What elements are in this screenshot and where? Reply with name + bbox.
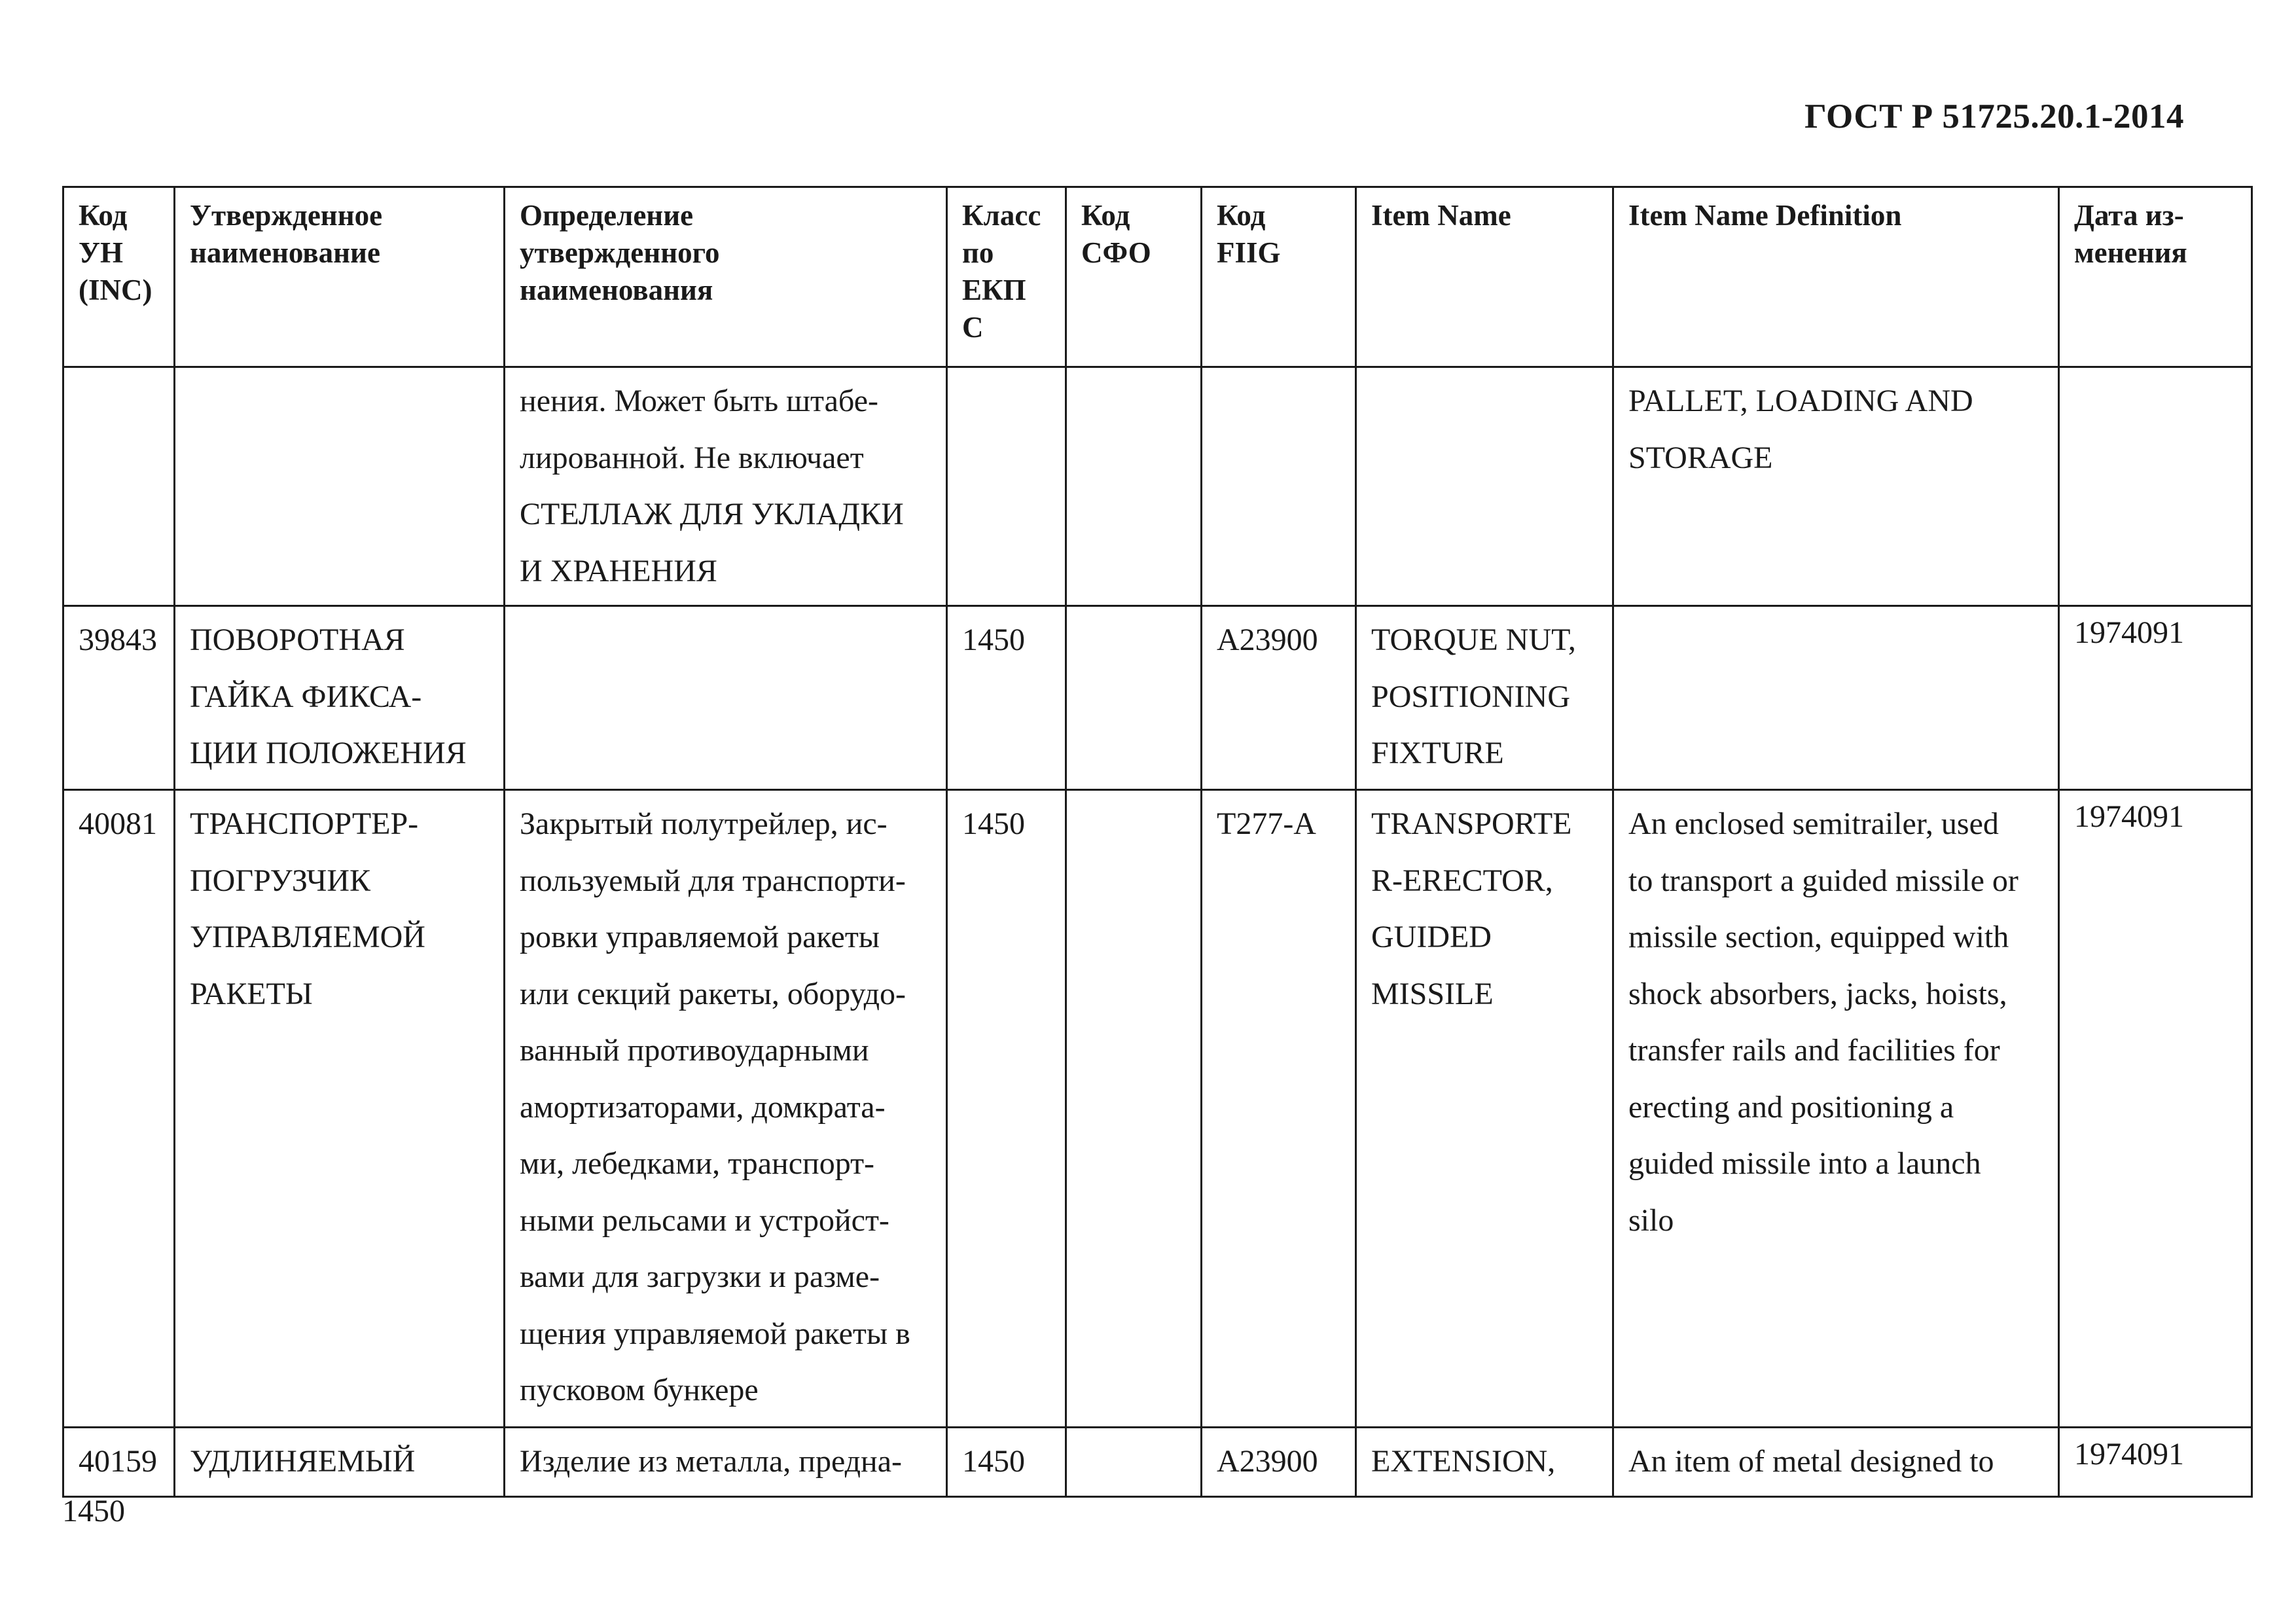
cell-approved-name: ПОВОРОТНАЯ ГАЙКА ФИКСА- ЦИИ ПОЛОЖЕНИЯ <box>175 606 505 790</box>
cell-fiig-code: A23900 <box>1202 1428 1356 1497</box>
column-header-name-definition: Определение утвержденного наименования <box>505 187 947 367</box>
cell-approved-name: УДЛИНЯЕМЫЙ <box>175 1428 505 1497</box>
cell-change-date: 1974091 <box>2059 606 2252 790</box>
cell-item-name: TORQUE NUT, POSITIONING FIXTURE <box>1356 606 1613 790</box>
cell-name-definition: Закрытый полутрейлер, ис- пользуемый для транспорти- ровки управляемой ракеты или секций ракеты, оборудо- ванный противоударными амортизаторами, домкрата- ми, лебедками, транспорт- ными рельсами и устройст- вами для загрузки и разме- щения управляемой ракеты в пусковом бункере <box>505 790 947 1428</box>
cell-name-definition <box>505 606 947 790</box>
cell-class <box>947 367 1066 606</box>
cell-name-definition: Изделие из металла, предна- <box>505 1428 947 1497</box>
cell-inc: 40081 <box>63 790 175 1428</box>
cell-class: 1450 <box>947 790 1066 1428</box>
cell-sfo-code <box>1066 1428 1202 1497</box>
cell-fiig-code: T277-A <box>1202 790 1356 1428</box>
column-header-inc: Код УН (INC) <box>63 187 175 367</box>
table-row <box>63 606 2252 790</box>
page-number: 1450 <box>62 1494 125 1528</box>
cell-approved-name <box>175 367 505 606</box>
cell-approved-name: ТРАНСПОРТЕР- ПОГРУЗЧИК УПРАВЛЯЕМОЙ РАКЕТЫ <box>175 790 505 1428</box>
document-code: ГОСТ Р 51725.20.1-2014 <box>1804 98 2184 135</box>
column-header-fiig-code: Код FIIG <box>1202 187 1356 367</box>
column-header-approved-name: Утвержденное наименование <box>175 187 505 367</box>
column-header-item-name: Item Name <box>1356 187 1613 367</box>
column-header-change-date: Дата из- менения <box>2059 187 2252 367</box>
cell-item-name-definition <box>1613 606 2059 790</box>
column-header-sfo-code: Код СФО <box>1066 187 1202 367</box>
table-row <box>63 367 2252 606</box>
cell-inc: 39843 <box>63 606 175 790</box>
cell-sfo-code <box>1066 367 1202 606</box>
column-header-item-name-definition: Item Name Definition <box>1613 187 2059 367</box>
cell-sfo-code <box>1066 790 1202 1428</box>
cell-item-name-definition: An enclosed semitrailer, used to transport a guided missile or missile section, equipped with shock absorbers, jacks, hoists, transfer rails and facilities for erecting and positioning a guided missile into a launch silo <box>1613 790 2059 1428</box>
cell-item-name-definition: An item of metal designed to <box>1613 1428 2059 1497</box>
cell-change-date: 1974091 <box>2059 1428 2252 1497</box>
nomenclature-table <box>62 186 2253 1498</box>
cell-fiig-code <box>1202 367 1356 606</box>
table-header-row <box>63 187 2252 367</box>
cell-fiig-code: A23900 <box>1202 606 1356 790</box>
cell-item-name <box>1356 367 1613 606</box>
cell-change-date: 1974091 <box>2059 790 2252 1428</box>
cell-inc: 40159 <box>63 1428 175 1497</box>
cell-sfo-code <box>1066 606 1202 790</box>
cell-class: 1450 <box>947 606 1066 790</box>
column-header-class: Класс по ЕКП С <box>947 187 1066 367</box>
cell-inc <box>63 367 175 606</box>
cell-item-name: TRANSPORTE R-ERECTOR, GUIDED MISSILE <box>1356 790 1613 1428</box>
cell-change-date <box>2059 367 2252 606</box>
cell-class: 1450 <box>947 1428 1066 1497</box>
cell-item-name-definition: PALLET, LOADING AND STORAGE <box>1613 367 2059 606</box>
cell-item-name: EXTENSION, <box>1356 1428 1613 1497</box>
table-row <box>63 1428 2252 1497</box>
table-row <box>63 790 2252 1428</box>
cell-name-definition: нения. Может быть штабе- лированной. Не включает СТЕЛЛАЖ ДЛЯ УКЛАДКИ И ХРАНЕНИЯ <box>505 367 947 606</box>
